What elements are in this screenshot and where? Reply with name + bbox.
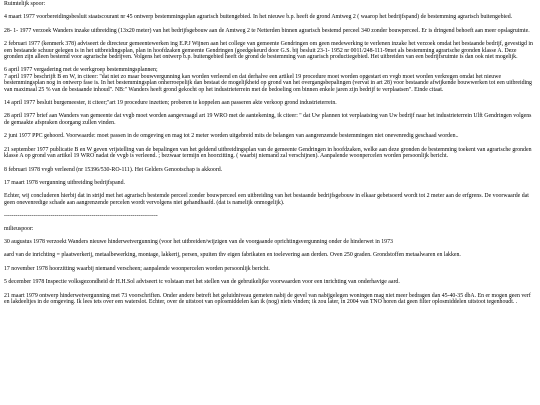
paragraph: 8 februari 1978 vvgb verleend (nr 15396/530-RO-111). Het Gelders Genootschap is akkoord.: [4, 166, 223, 173]
paragraph: 28- 1- 1977 verzoek Wanders inzake uitbreiding (13x20 meter) van het bedrijfsgebouw aan de Amtweg 2 te Netterden binnen agrarisch bestemd perceel 340 zonder bouwperceel. Er is dringend behoeft aan meer opslagruimte.: [4, 27, 530, 34]
paragraph: 30 augustus 1978 verzoekt Wanders nieuwe hinderwetvergunning (voor het uitbreiden/wijzigen van de voorgaande oprichtingsvergunning onder de hinderwet in 1973: [4, 238, 393, 245]
paragraph: aard van de inrichting = plaatwerkerij, metaalbewerking, montage, lakkerij, persen, spuiten thv eigen fabrikaten en toelevering aan derden. Oven 250 graden. Grondstoffen metaalwaren en lakken.: [4, 252, 461, 259]
paragraph: 21 september 1977 publicatie B en W geven vrijstelling van de bepalingen van het geldend uitbreidingsplan van de gemeente Gendringen in hoofdzaken, welke aan deze gronden de bestemming toekent van agrarische gronden klasse A op grond van artikel 19 WRO nadat de vvgb is verleend. ; bezwaar termijn en hoorzitting. ( waarbij niemand zal verschijnen). Aanpalende woonpercelen worden persoonlijk bericht.: [4, 146, 532, 160]
section-title-ruimtelijk: Ruimtelijk spoor:: [4, 1, 46, 7]
paragraph: 28 april 1977 brief aan Wanders van gemeente dat vvgb moet worden aangevraagd art 19 WRO met de aantekening, ik citeer: " dat Uw plannen tot verplaatsing van Uw bedrijf naar het industrieterrein Ulft Gendringen volgens de gemaakte afspraken doorgang zullen vinden.: [4, 113, 532, 126]
separator-line: -------------------------------------------------------------------------------: [4, 213, 158, 220]
section-title-milieu: milieuspoor:: [4, 225, 34, 232]
paragraph: 17 maart 1978 vergunning uitbreiding bedrijfspand.: [4, 179, 125, 186]
paragraph: 4 maart 1977 voorbereidingsbesluit staatscourant nr 45 ontwerp bestemmingsplan agrarisch buitengebied. In het nieuwe b.p. heeft de grond Amtweg 2 ( waarop het bedrijfspand) de bestemming agrarisch buitengebied.: [4, 14, 513, 21]
paragraph: Echter, wij concluderen hierbij dat in strijd met het agrarisch bestemde perceel zonder bouwperceel een uitbreiding van het bestaande bedrijfsgebouw in elkaar gebetsoerd wordt tot 2 meter aan de erfgrens. De voorwaarde dat geen onevenredige schade aan aangrenzende percelen wordt vervolgens niet gehandhaafd. (dat is namelijk onmogelijk).: [4, 193, 529, 206]
section-milieu: [4, 239, 536, 305]
paragraph: 5 december 1978 Inspectie volksgezondheid dr H.H.Sol adviseert tc volstaan met het stellen van de gebruikelijke voorwaarden voor een inrichting van onderhavige aard.: [4, 279, 400, 286]
paragraph: 2 juni 1977 PPC gehoord. Voorwaarde: moet passen in de omgeving en mag tot 2 meter worden uitgebreid mits de belangen van aangrenzende bestemmingen niet onevenredig geschaad worden..: [4, 133, 459, 140]
paragraph: 14 april 1977 besluit burgemeester, it citeer;"art 19 procedure inzetten; proberen te koppelen aan passeren akte verkoop grond industrieterrein.: [4, 100, 337, 107]
section-ruimtelijk: [4, 14, 536, 206]
paragraph: 2 februari 1977 (kenmerk 378) adviseert de directeur gemeentewerken ing E.P.J Wijnen aan het college van gemeente Gendringen om geen medewerking te verlenen inzake het verzoek omdat het bestaande bedrijf, gevestigd in een bestaande schuur gelegen is in het uitbreidingsplan, plan in hoofdzaken gemeente Gendringen (goedgekeurd door G.S. bij besluit 23-1- 1952 nr 0011/248-111-9met als bestemming agrarische gronden klasse A. Deze gronden zijn alleen bestemd voor agrarische bedrijven. Volgens het ontwerp b.p. buitengebied heeft de grond de bestemming van agrarisch productiegebied. Het uitbreiden van een bedrijfsruimte is dan ook niet mogelijk.: [4, 41, 533, 61]
paragraph: 21 maart 1979 ontwerp hinderwetvergunning met 73 voorschriften. Onder andere betreft het geluidniveau gemeten nabij de gevel van nabijgelegen woningen mag niet meer bedragen dan 45-40-35 dbA. En er mogen geen verf en lakdeeltjes in de omgeving. Ik lees tets over een waterslot. Echter, over de uitstoot van oplosmiddelen kan ik (nog) niets vinden; ik zou later, in 2004 van TNO horen dat geen filter oplosmiddelen uitstoot tegenhoudt. .: [4, 292, 531, 305]
paragraph: 6 april 1977 vergadering met de werkgroep bestemmingsplannen; 7 april 1977 beschrijft B en W, in citeer: "dat niet zo maar bouwvergunning kan worden verleend en dat derhalve een artikel 19 procedure moet worden opgestart en vvgb moet worden verkregen omdat het nieuwe bestemmingsplan nog in ontwerp fase is. In het bestemmingsplan onherroepelijk dan bestaat de mogelijkheid op grond van het overgangsbepalingen (vervat in art 28) voor bestaande afwijkende bouwwerken tot een uitbreiding van maximaal 25 % van de bestaande inhoud". NB:" Wanders heeft grond gekocht op het industrieterrein met de bedoeling om binnen enkele jaren zijn bedrijf te verplaatsen". Einde citaat.: [4, 67, 532, 93]
paragraph: 17 november 1978 hoorzitting waarbij niemand verscheen; aanpalende woonpercelen worden persoonlijk bericht.: [4, 265, 270, 272]
